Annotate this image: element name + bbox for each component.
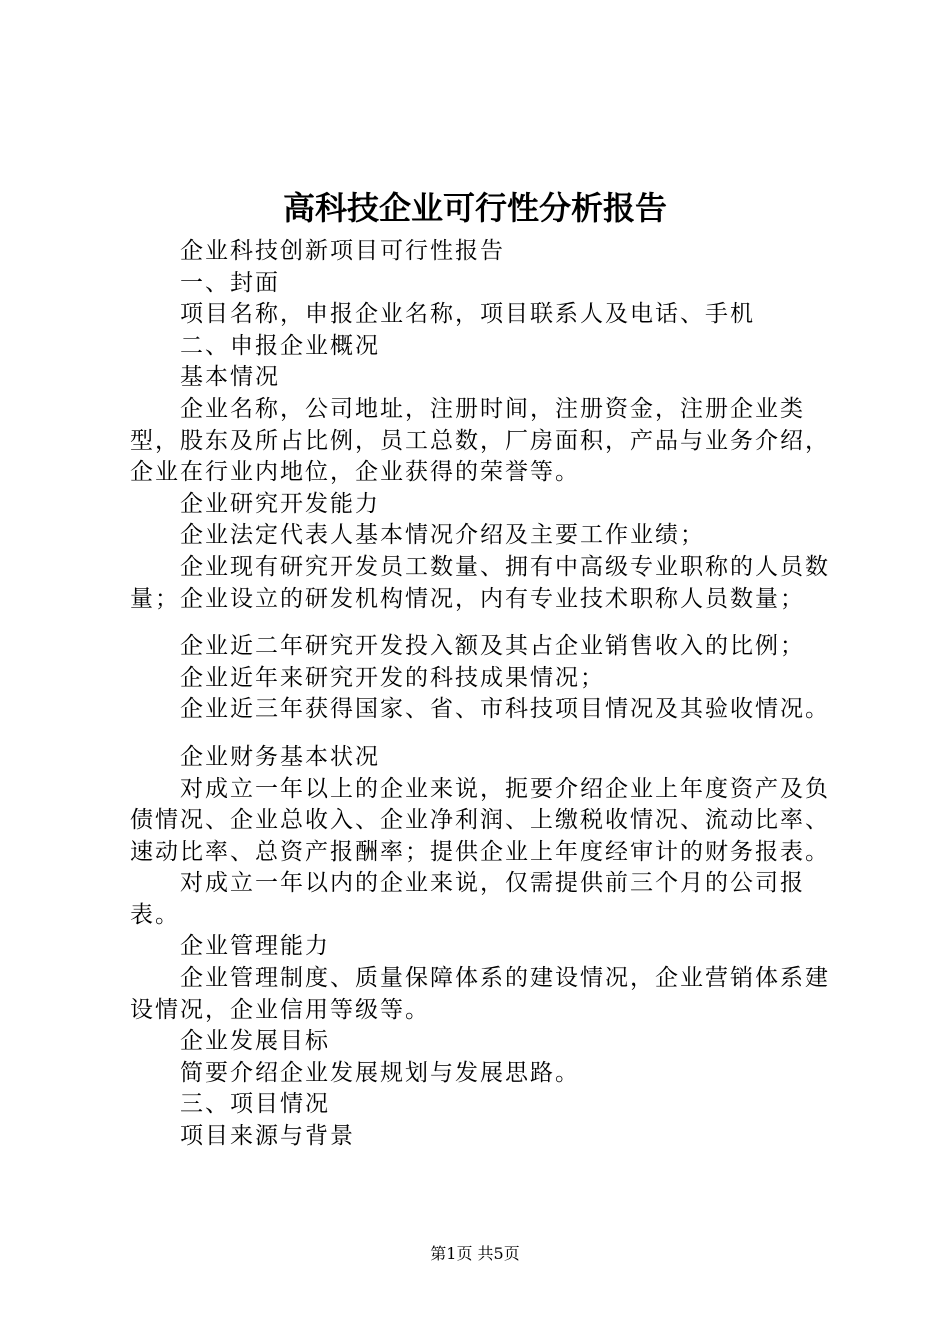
paragraph: 企业现有研究开发员工数量、拥有中高级专业职称的人员数量；企业设立的研发机构情况，内有专业技术职称人员数量；	[130, 553, 830, 612]
paragraph: 企业名称，公司地址，注册时间，注册资金，注册企业类型，股东及所占比例，员工总数，厂房面积，产品与业务介绍，企业在行业内地位，企业获得的荣誉等。	[130, 395, 830, 486]
paragraph: 企业管理制度、质量保障体系的建设情况，企业营销体系建设情况，企业信用等级等。	[130, 965, 830, 1023]
document-body	[130, 236, 850, 1153]
paragraph: 企业近三年获得国家、省、市科技项目情况及其验收情况。	[180, 696, 830, 723]
paragraph: 企业科技创新项目可行性报告	[180, 238, 505, 264]
page-footer: 第1页 共5页	[430, 1244, 520, 1263]
paragraph: 企业发展目标	[180, 1028, 330, 1055]
paragraph: 二、申报企业概况	[180, 332, 380, 359]
paragraph: 企业法定代表人基本情况介绍及主要工作业绩；	[180, 522, 705, 549]
paragraph: 项目名称，申报企业名称，项目联系人及电话、手机	[180, 301, 755, 328]
paragraph: 一、封面	[180, 269, 280, 296]
paragraph: 企业近二年研究开发投入额及其占企业销售收入的比例；	[180, 633, 805, 660]
paragraph: 企业研究开发能力	[180, 490, 380, 517]
document-title: 高科技企业可行性分析报告	[282, 189, 667, 227]
paragraph: 企业财务基本状况	[180, 743, 380, 770]
paragraph: 企业管理能力	[180, 933, 330, 960]
paragraph: 三、项目情况	[180, 1091, 330, 1118]
paragraph: 项目来源与背景	[180, 1123, 355, 1150]
paragraph: 对成立一年以上的企业来说，扼要介绍企业上年度资产及负债情况、企业总收入、企业净利润、上缴税收情况、流动比率、速动比率、总资产报酬率；提供企业上年度经审计的财务报表。	[130, 775, 830, 865]
paragraph: 企业近年来研究开发的科技成果情况；	[180, 664, 605, 691]
paragraph: 基本情况	[180, 364, 280, 391]
paragraph: 对成立一年以内的企业来说，仅需提供前三个月的公司报表。	[130, 870, 805, 928]
paragraph: 简要介绍企业发展规划与发展思路。	[180, 1059, 580, 1086]
